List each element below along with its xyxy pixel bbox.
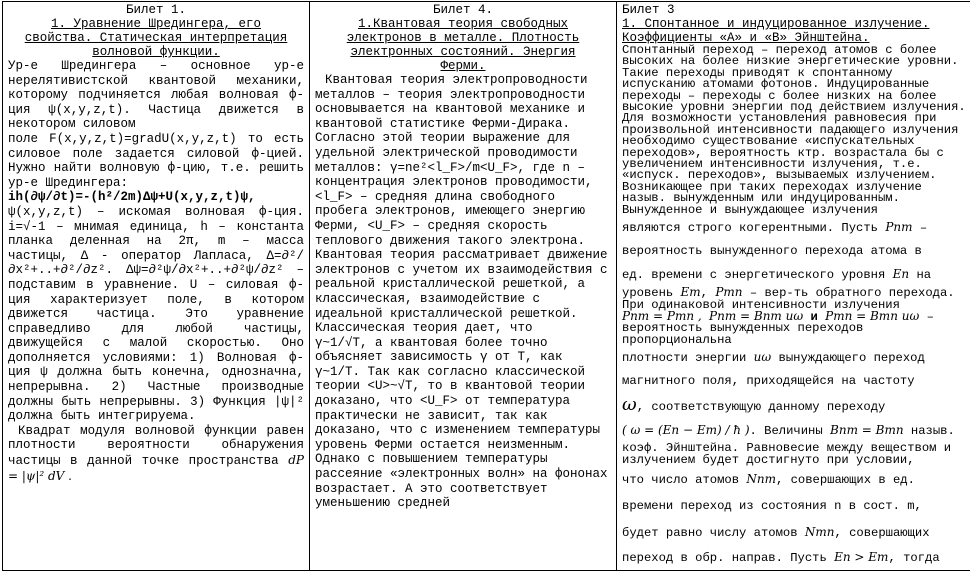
formula-omega: ω: [622, 394, 637, 415]
ticket-4-column: [310, 2, 617, 571]
formula-pmn: Pmn: [715, 285, 742, 299]
formula-pnm-b: Pnm = Bnm uω: [709, 309, 803, 323]
question-title: [622, 17, 968, 45]
question-title: [8, 17, 304, 59]
paragraph: коэф. Эйнштейна. Равновесие между веществом и излучением будет достигнуто при условии,: [622, 443, 968, 466]
paragraph: [622, 519, 968, 546]
paragraph: [622, 263, 968, 287]
formula-equality: Pnm = Pmn ,: [622, 309, 702, 323]
title-line: 1. Спонтанное и индуцированное излучение.: [622, 17, 968, 31]
question-title: [315, 17, 611, 73]
text: являются строго когерентными. Пусть: [622, 221, 878, 235]
text: ед. времени с энергетического уровня: [622, 268, 885, 282]
formula-u-omega: uω: [754, 350, 772, 364]
paragraph: уровень Em, Pmn – вер-ть обратного перехода.: [622, 287, 968, 299]
text: плотности энергии: [622, 351, 746, 365]
paragraph: Спонтанный переход – переход атомов с более высоких на более низкие энергетические уровни. Такие переходы приводят к спонтанному испусканию атомами фотонов. Индуцированные переходы – переходы с более низких на более высокие уровни энергии под действием излучения. Для возможности установления равновесия при произвольной интенсивности падающего излучения необходимо существование «испускательных переходов», вероятность ктр. возрастала бы с увеличением интенсивности излучения, т.е. «испуск. переходов», вызываемых излучением. Возникающее при таких переходах излучение назыв. вынужденным или индуцированным. Вынужденное и вынуждающее излучения: [622, 45, 968, 216]
title-line: 1.Квантовая теория свободных: [315, 17, 611, 31]
text: – вероятность вынужденного перехода атома в: [622, 221, 927, 258]
text: и: [810, 310, 817, 324]
text: на: [916, 268, 931, 282]
document-table: [2, 1, 970, 571]
text: что число атомов: [622, 473, 739, 487]
paragraph: поле F(x,y,z,t)=gradU(x,y,z,t) то есть силовое поле задается силовой ф-цией. Нужно найти волновую ф-цию, т.е. решить ур-е Шредингера:: [8, 132, 304, 190]
text: назыв.: [911, 424, 955, 438]
text: , соответствующую данному переходу: [637, 400, 886, 414]
paragraph: ψ(x,y,z,t) – искомая волновая ф-ция. i=√-1 – мнимая единица, h – константа планка деленная на 2π, m – масса частицы, Δ - оператор Лапласа, Δ=∂²/∂x²+..+∂²/∂z². Δψ=∂²ψ/∂x²+..+∂²ψ/∂z² – подставим в уравнение. U – силовая ф-ция характеризует поле, в котором движется частица. Это уравнение справедливо для любой частицы, движущейся с малой скоростью. Оно дополняется условиями: 1) Волновая ф-ция ψ должна быть конечна, однозначна, непрерывна. 2) Частные производные должны быть непрерывны. 3) Функция |ψ|² должна быть интегрируема.: [8, 205, 304, 424]
text: , совершающих в ед. времени переход из состояния n в сост. m,: [622, 473, 922, 513]
paragraph-text: Квадрат модуля волновой функции равен плотности вероятности обнаружения частицы в данной точке пространства: [8, 424, 304, 468]
paragraph: [622, 466, 968, 519]
paragraph: γ~1/√T, а квантовая более точно объясняет зависимость γ от T, как γ~1/T. Так как согласно классической теории <U>~√T, то в квантовой теории доказано, что <U_F> от температура практически не зависит, так как доказано, что с изменением температуры уровень Ферми остается неизменным. Однако с повышением температуры рассеяние «электронных волн» на фононах возрастает. А это соответствует уменьшению средней: [315, 336, 611, 511]
paragraph: Ур-е Шредингера – основное ур-е нерелятивистской квантовой механики, которому подчиняется любая волновая ф-ция ψ(x,y,z,t). Частица движется в некотором силовом: [8, 59, 304, 132]
paragraph: [622, 346, 968, 393]
ticket-1-column: [3, 2, 310, 571]
formula-pmn-b: Pmn = Bmn uω: [825, 309, 919, 323]
paragraph: [622, 311, 968, 346]
paragraph: [622, 546, 968, 570]
formula-energy-inequality: En > Em: [834, 550, 888, 564]
formula-em: Em: [681, 285, 701, 299]
formula-omega-def: ( ω = (En − Em) / ħ ): [622, 423, 750, 437]
ticket-number: Билет 4.: [315, 4, 611, 17]
formula-en: En: [893, 267, 910, 281]
title-line: Коэффициенты «А» и «В» Эйнштейна.: [622, 31, 968, 45]
text: переход в обр. направ. Пусть: [622, 551, 827, 565]
ticket-number: Билет 1.: [8, 4, 304, 17]
title-line: 1. Уравнение Шредингера, его: [8, 17, 304, 31]
formula-pnm: Pnm: [885, 220, 912, 234]
text: , совершающих: [834, 526, 929, 540]
title-line: волновой функции.: [8, 45, 304, 59]
title-line: свойства. Статическая интерпретация: [8, 31, 304, 45]
formula-nnm: Nnm: [746, 472, 776, 486]
paragraph: [622, 419, 968, 443]
paragraph: При одинаковой интенсивности излучения: [622, 300, 968, 311]
text: вынуждающего переход магнитного поля, приходящейся на частоту: [622, 351, 925, 388]
text: . Величины: [750, 424, 823, 438]
paragraph: [622, 393, 968, 419]
text: уровень: [622, 286, 673, 300]
schrodinger-equation: ih(∂ψ/∂t)=-(h²/2m)Δψ+U(x,y,z,t)ψ,: [8, 190, 304, 205]
ticket-number: Билет 3: [622, 4, 968, 17]
title-line: электронов в металле. Плотность: [315, 31, 611, 45]
paragraph: [8, 424, 304, 484]
formula-b-equality: Bnm = Bmn: [830, 423, 904, 437]
title-line: электронных состояний. Энергия: [315, 45, 611, 59]
text: – вероятность вынужденных переходов пропорциональна: [622, 310, 934, 347]
ticket-3-column: [617, 2, 970, 571]
title-line: Ферми.: [315, 59, 611, 73]
probability-formula: dP = |ψ|² dV .: [8, 453, 304, 483]
paragraph: Квантовая теория электропроводности металлов – теория электропроводности основывается на квантовой механике и квантовой статистике Ферми-Дирака. Согласно этой теории выражение для удельной электрической проводимости металлов: γ=ne²<l_F>/m<U_F>, где n – концентрация электронов проводимости, <l_F> – средняя длина свободного пробега электронов, имеющего энергию Ферми, <U_F> – средняя скорость теплового движения такого электрона. Квантовая теория рассматривает движение электронов с учетом их взаимодействия с реальной кристаллической решеткой, а классическая, взаимодействие с идеальной кристаллической решеткой. Классическая теория дает, что: [315, 73, 611, 336]
text: , тогда: [888, 551, 939, 565]
formula-nmn: Nmn: [805, 525, 835, 539]
text: будет равно числу атомов: [622, 526, 798, 540]
paragraph: [622, 216, 968, 263]
text: – вер-ть обратного перехода.: [750, 286, 955, 300]
